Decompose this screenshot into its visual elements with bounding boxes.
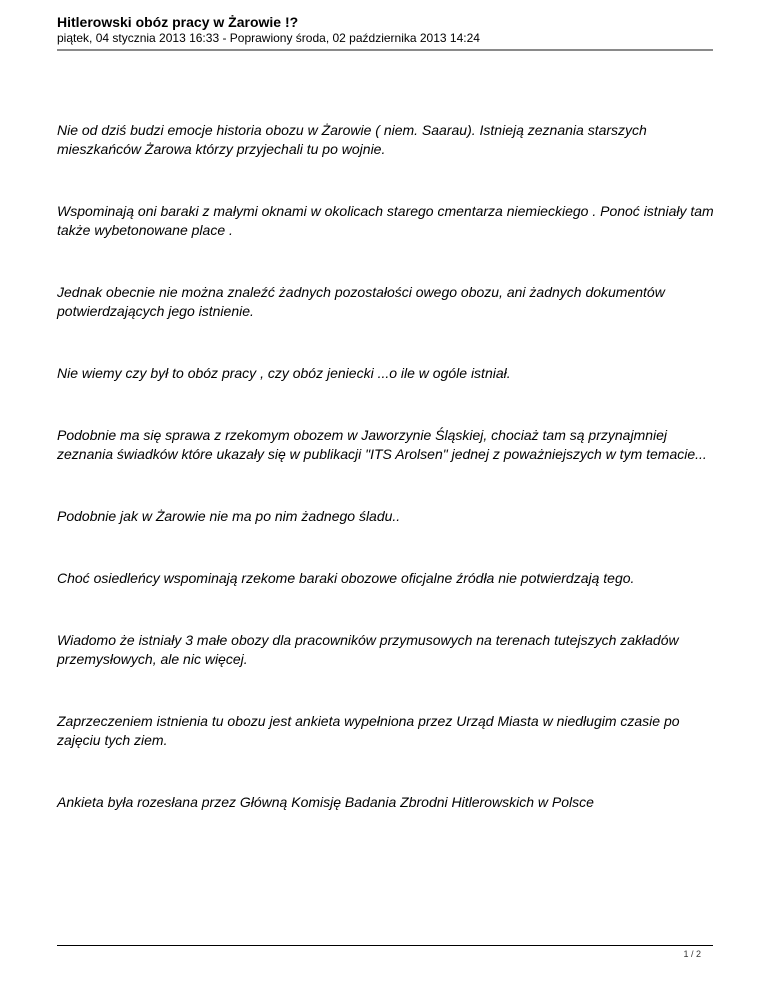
article-body xyxy=(57,121,717,812)
document-title: Hitlerowski obóz pracy w Żarowie !? xyxy=(57,14,299,30)
page-number: 1 / 2 xyxy=(683,949,701,959)
paragraph-7: Choć osiedleńcy wspominają rzekome baraki obozowe oficjalne źródła nie potwierdzają tego. xyxy=(57,570,635,586)
header-divider xyxy=(57,49,713,51)
document-date-info: piątek, 04 stycznia 2013 16:33 - Poprawiony środa, 02 października 2013 14:24 xyxy=(57,31,480,45)
paragraph-10: Ankieta była rozesłana przez Główną Komisję Badania Zbrodni Hitlerowskich w Polsce xyxy=(57,794,594,810)
paragraph-5: Podobnie ma się sprawa z rzekomym obozem w Jaworzynie Śląskiej, chociaż tam są przynajmniej zeznania świadków które ukazały się w publikacji "ITS Arolsen" jednej z poważniejszych w tym temacie... xyxy=(57,427,707,462)
footer-divider xyxy=(57,945,713,946)
paragraph-3: Jednak obecnie nie można znaleźć żadnych pozostałości owego obozu, ani żadnych dokumentów potwierdzających jego istnienie. xyxy=(57,284,665,319)
paragraph-9: Zaprzeczeniem istnienia tu obozu jest ankieta wypełniona przez Urząd Miasta w niedługim czasie po zajęciu tych ziem. xyxy=(57,713,680,748)
paragraph-4: Nie wiemy czy był to obóz pracy , czy obóz jeniecki ...o ile w ogóle istniał. xyxy=(57,365,511,381)
paragraph-6: Podobnie jak w Żarowie nie ma po nim żadnego śladu.. xyxy=(57,508,401,524)
paragraph-2: Wspominają oni baraki z małymi oknami w okolicach starego cmentarza niemieckiego . Ponoć istniały tam także wybetonowane place . xyxy=(57,203,714,238)
document-header xyxy=(57,14,713,46)
paragraph-8: Wiadomo że istniały 3 małe obozy dla pracowników przymusowych na terenach tutejszych zakładów przemysłowych, ale nic więcej. xyxy=(57,632,679,667)
paragraph-1: Nie od dziś budzi emocje historia obozu w Żarowie ( niem. Saarau). Istnieją zeznania starszych mieszkańców Żarowa którzy przyjechali tu po wojnie. xyxy=(57,122,647,157)
